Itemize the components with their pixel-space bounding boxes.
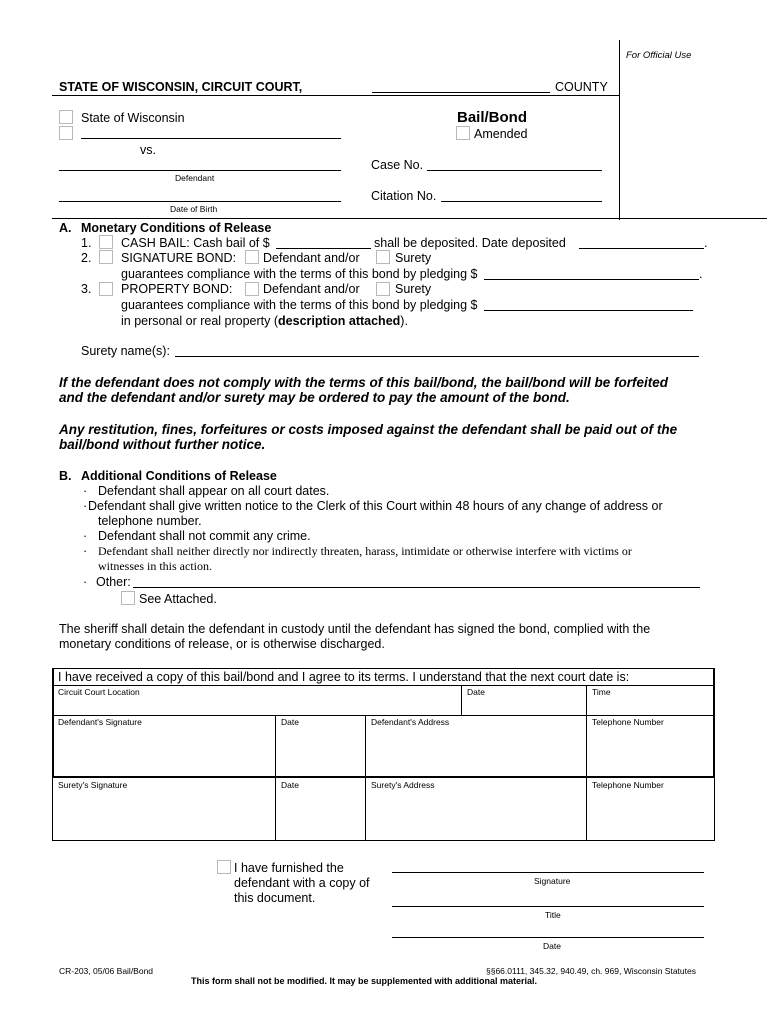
bullet: · bbox=[83, 544, 88, 558]
forfeit-warning-line2: and the defendant and/or surety may be ordered to pay the amount of the bond. bbox=[59, 390, 570, 405]
item2-number: 2. bbox=[81, 251, 92, 265]
surety-date-label: Date bbox=[281, 780, 299, 790]
surety-address-label: Surety's Address bbox=[371, 780, 435, 790]
cash-bail-deposit-label: shall be deposited. Date deposited bbox=[374, 236, 566, 250]
prop-defendant-checkbox[interactable] bbox=[245, 282, 259, 296]
prop-pledge-amount-field[interactable] bbox=[484, 310, 693, 311]
restitution-warning-line2: bail/bond without further notice. bbox=[59, 437, 266, 452]
amended-label: Amended bbox=[474, 127, 528, 141]
property-bond-checkbox[interactable] bbox=[99, 282, 113, 296]
other-label: Other: bbox=[96, 575, 131, 589]
furnished-line2: defendant with a copy of bbox=[234, 876, 370, 890]
court-time-label: Time bbox=[592, 687, 611, 697]
court-header: STATE OF WISCONSIN, CIRCUIT COURT, bbox=[59, 80, 303, 94]
surety-names-field[interactable] bbox=[175, 356, 699, 357]
dob-field[interactable] bbox=[59, 201, 341, 202]
amended-checkbox[interactable] bbox=[456, 126, 470, 140]
date-deposited-field[interactable] bbox=[579, 248, 704, 249]
county-label: COUNTY bbox=[555, 80, 608, 94]
officer-signature-field[interactable] bbox=[392, 872, 704, 873]
condition-no-crime: Defendant shall not commit any crime. bbox=[98, 529, 311, 543]
receipt-rule-2 bbox=[52, 715, 715, 716]
vs-label: vs. bbox=[140, 143, 156, 157]
period: . bbox=[699, 267, 703, 281]
official-use-label: For Official Use bbox=[626, 50, 692, 61]
see-attached-checkbox[interactable] bbox=[121, 591, 135, 605]
header-rule bbox=[52, 95, 619, 96]
sig-surety-checkbox[interactable] bbox=[376, 250, 390, 264]
restitution-warning-line1: Any restitution, fines, forfeitures or costs imposed against the defendant shall be paid out of the bbox=[59, 422, 678, 437]
section-b-letter: B. bbox=[59, 469, 72, 483]
signature-bond-label: SIGNATURE BOND: bbox=[121, 251, 237, 265]
cash-bail-label: CASH BAIL: Cash bail of $ bbox=[121, 236, 270, 250]
sig-pledge-amount-field[interactable] bbox=[484, 279, 699, 280]
official-use-bottom bbox=[619, 218, 767, 219]
section-a-letter: A. bbox=[59, 221, 72, 235]
sig-surety-label: Surety bbox=[395, 251, 432, 265]
officer-signature-label: Signature bbox=[534, 876, 571, 886]
defendant-signature-label: Defendant's Signature bbox=[58, 717, 142, 727]
period: . bbox=[704, 236, 708, 250]
property-text-a: in personal or real property ( bbox=[121, 314, 279, 328]
other-plaintiff-field[interactable] bbox=[81, 138, 341, 139]
property-bond-label: PROPERTY BOND: bbox=[121, 282, 233, 296]
sheriff-statement-line1: The sheriff shall detain the defendant in custody until the defendant has signed the bond, complied with the bbox=[59, 622, 651, 636]
condition-notice-line1: Defendant shall give written notice to the Clerk of this Court within 48 hours of any change of address or bbox=[88, 499, 663, 513]
sheriff-statement-line2: monetary conditions of release, or is otherwise discharged. bbox=[59, 637, 385, 651]
surety-signature-label: Surety's Signature bbox=[58, 780, 128, 790]
condition-notice-line2: telephone number. bbox=[98, 514, 202, 528]
furnished-line3: this document. bbox=[234, 891, 316, 905]
form-id: CR-203, 05/06 Bail/Bond bbox=[59, 966, 154, 976]
defendant-telephone-label: Telephone Number bbox=[592, 717, 664, 727]
plaintiff-label: State of Wisconsin bbox=[81, 111, 185, 125]
condition-no-contact-line1: Defendant shall neither directly nor indirectly threaten, harass, intimidate or otherwise interfere with victims or bbox=[98, 544, 632, 558]
furnished-line1: I have furnished the bbox=[234, 861, 344, 875]
court-location-label: Circuit Court Location bbox=[58, 687, 140, 697]
official-use-border bbox=[619, 40, 620, 220]
sig-guarantee-text: guarantees compliance with the terms of this bond by pledging $ bbox=[121, 267, 478, 281]
section-a-title: Monetary Conditions of Release bbox=[81, 221, 272, 235]
case-no-field[interactable] bbox=[427, 170, 602, 171]
form-title: Bail/Bond bbox=[457, 109, 527, 126]
other-plaintiff-checkbox[interactable] bbox=[59, 126, 73, 140]
receipt-rule-1 bbox=[52, 685, 715, 686]
officer-date-field[interactable] bbox=[392, 937, 704, 938]
statutes: §§66.0111, 345.32, 940.49, ch. 969, Wisconsin Statutes bbox=[486, 966, 696, 976]
forfeit-warning-line1: If the defendant does not comply with the terms of this bail/bond, the bail/bond will be forfeited bbox=[59, 375, 669, 390]
bullet: · bbox=[83, 484, 88, 498]
section-b-title: Additional Conditions of Release bbox=[81, 469, 277, 483]
citation-no-label: Citation No. bbox=[371, 189, 437, 203]
receipt-statement: I have received a copy of this bail/bond and I agree to its terms. I understand that the next court date is: bbox=[58, 670, 630, 684]
sig-defendant-label: Defendant and/or bbox=[263, 251, 360, 265]
property-description bbox=[121, 314, 408, 328]
cash-bail-amount-field[interactable] bbox=[276, 248, 371, 249]
dob-label: Date of Birth bbox=[170, 204, 218, 214]
item1-number: 1. bbox=[81, 236, 92, 250]
defendant-date-label: Date bbox=[281, 717, 299, 727]
defendant-field[interactable] bbox=[59, 170, 341, 171]
prop-guarantee-text: guarantees compliance with the terms of this bond by pledging $ bbox=[121, 298, 478, 312]
defendant-address-label: Defendant's Address bbox=[371, 717, 450, 727]
receipt-divider bbox=[275, 716, 276, 841]
condition-appear: Defendant shall appear on all court dates. bbox=[98, 484, 330, 498]
bullet: · bbox=[83, 499, 88, 513]
receipt-divider bbox=[365, 716, 366, 841]
surety-names-label: Surety name(s): bbox=[81, 344, 170, 358]
court-date-label: Date bbox=[467, 687, 485, 697]
case-no-label: Case No. bbox=[371, 158, 424, 172]
prop-surety-label: Surety bbox=[395, 282, 432, 296]
item3-number: 3. bbox=[81, 282, 92, 296]
surety-telephone-label: Telephone Number bbox=[592, 780, 664, 790]
receipt-divider bbox=[586, 686, 587, 841]
defendant-label: Defendant bbox=[175, 173, 215, 183]
other-conditions-field[interactable] bbox=[133, 587, 700, 588]
receipt-divider bbox=[461, 686, 462, 716]
prop-defendant-label: Defendant and/or bbox=[263, 282, 360, 296]
sig-defendant-checkbox[interactable] bbox=[245, 250, 259, 264]
cash-bail-checkbox[interactable] bbox=[99, 235, 113, 249]
caption-rule bbox=[52, 218, 619, 219]
citation-no-field[interactable] bbox=[441, 201, 602, 202]
officer-title-field[interactable] bbox=[392, 906, 704, 907]
condition-no-contact-line2: witnesses in this action. bbox=[98, 559, 212, 573]
county-field[interactable] bbox=[372, 92, 550, 93]
bullet: · bbox=[83, 575, 88, 589]
state-checkbox[interactable] bbox=[59, 110, 73, 124]
bullet: · bbox=[83, 529, 88, 543]
see-attached-label: See Attached. bbox=[139, 592, 217, 606]
modification-notice: This form shall not be modified. It may be supplemented with additional material. bbox=[191, 976, 538, 986]
signature-bond-checkbox[interactable] bbox=[99, 250, 113, 264]
prop-surety-checkbox[interactable] bbox=[376, 282, 390, 296]
description-attached: description attached bbox=[278, 314, 401, 328]
furnished-copy-checkbox[interactable] bbox=[217, 860, 231, 874]
property-text-c: ). bbox=[400, 314, 408, 328]
officer-date-label: Date bbox=[543, 941, 561, 951]
officer-title-label: Title bbox=[545, 910, 561, 920]
